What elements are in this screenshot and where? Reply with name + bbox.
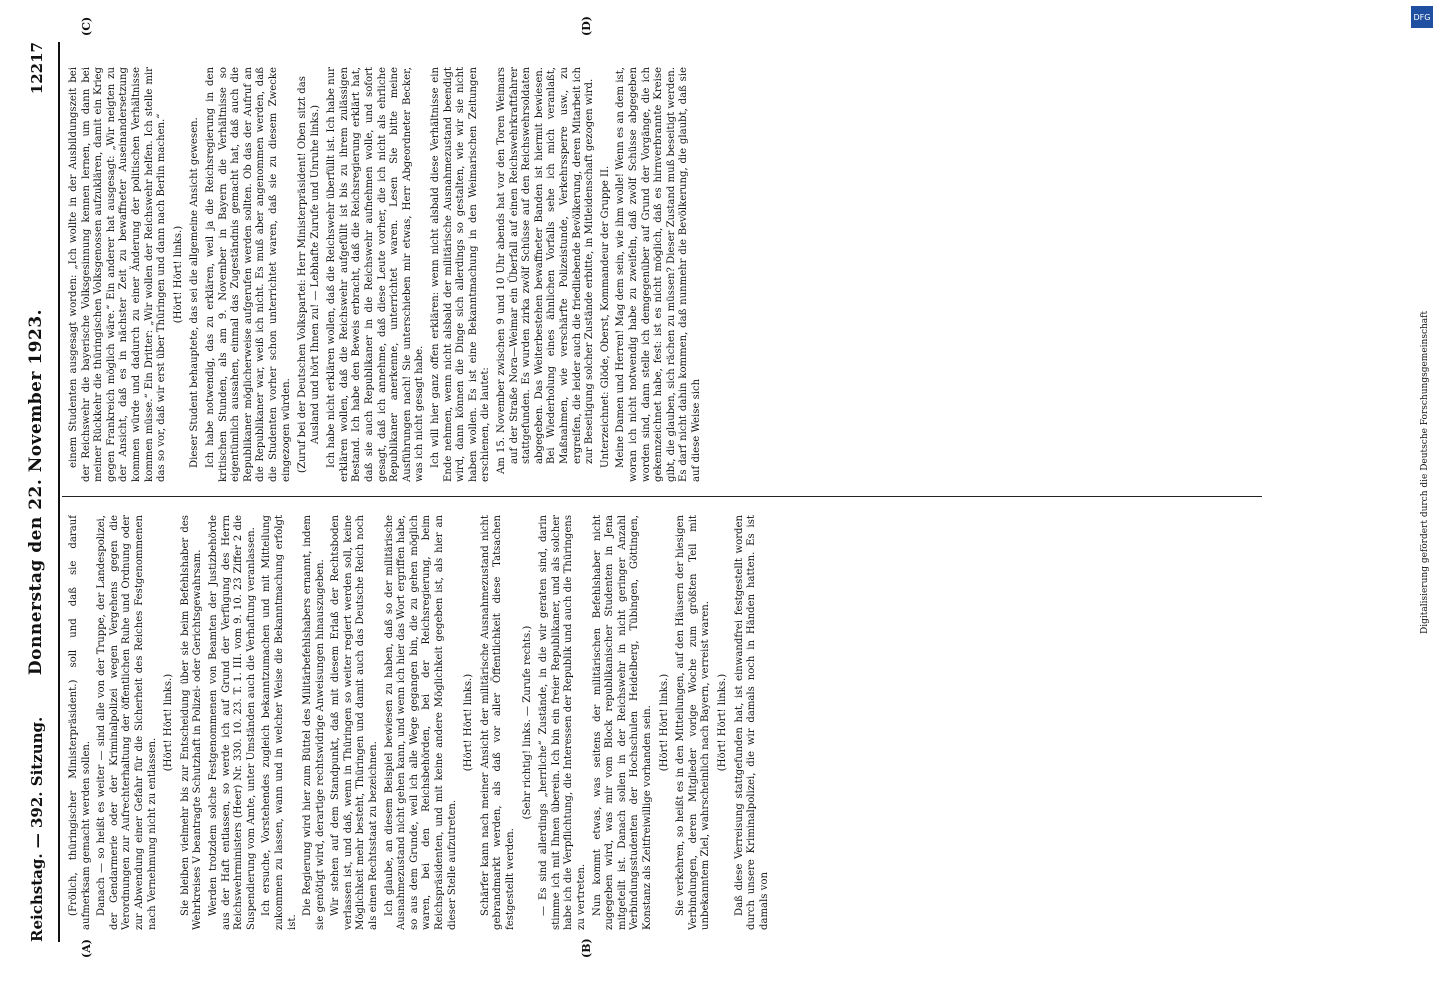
paragraph: Ich ersuche, Vorstehendes zugleich bekanntzumachen und mit Mitteilung zukommen zu lassen, wann und in welcher Weise die Bekanntmachung erfolgt ist.	[261, 515, 298, 930]
paragraph: Meine Damen und Herren! Mag dem sein, wie ihm wolle! Wenn es an dem ist, woran ich nicht notwendig habe zu zweifeln, daß zwölf Schüsse abgegeben worden sind, dann stelle ich demgegenüber auf Grund der Vorgänge, die ich gekennzeichnet habe, fest: ist es nicht möglich, daß es hirnverbrannte Kreise gibt, die glauben, sich rächen zu müssen? Dieser Zustand muß beseitigt werden. Es darf nicht dahin kommen, daß nunmehr die Bevölkerung, die glaubt, daß sie auf diese Weise sich	[615, 67, 702, 482]
interjection: (Hört! Hört! links.)	[716, 673, 728, 772]
interjection: (Hört! Hört! links.)	[463, 673, 475, 772]
paragraph: Ich will hier ganz offen erklären: wenn nicht alsbald diese Verhältnisse ein Ende nehmen, wenn nicht alsbald der militärische Ausnahmezustand beendigt wird, dann können die Dinge sich allerdings so gestalten, wie wir sie nicht haben wollen. Es ist eine Bekanntmachung in den Weimarischen Zeitungen erschienen, die lautet:	[430, 67, 492, 482]
page-header	[18, 42, 60, 942]
interjection: (Hört! Hört! links.)	[172, 225, 184, 324]
paragraph: — Es sind allerdings „herrliche“ Zustände, in die wir geraten sind, darin stimme ich mit Ihnen überein. Ich bin ein freier Republikaner, und als solcher habe ich die Verpflichtung, die Interessen der Republik und auch die Thüringens zu vertreten.	[538, 515, 587, 930]
digitization-note-strip	[1408, 34, 1428, 984]
paragraph: Sie bleiben vielmehr bis zur Entscheidung über sie beim Befehlshaber des Wehrkreises V beantragte Schutzhaft in Polizei- oder Gerichtsgewahrsam.	[179, 515, 204, 930]
column-divider	[62, 496, 1262, 497]
paragraph: (Frölich, thüringischer Ministerpräsident.) soll und daß sie darauf aufmerksam gemacht werden sollen.	[68, 515, 92, 930]
paragraph: Ich glaube, an diesem Beispiel bewiesen zu haben, daß so der militärische Ausnahmezustand nicht gehen kann, und wenn ich hier das Wort ergriffen habe, so aus dem Grunde, weil ich alle Wege gegangen bin, die zu gehen möglich waren, bei den Reichsbehörden, bei der Reichsregierung, beim Reichspräsidenten, und mit keine andere Möglichkeit gegeben ist, als hier an dieser Stelle aufzutreten.	[383, 515, 458, 930]
paragraph: Unterzeichnet: Glöde, Oberst, Kommandeur der Gruppe II.	[599, 165, 611, 468]
interjection: (Hört! Hört! links.)	[163, 673, 175, 772]
paragraph: Nun kommt etwas, was seitens der militärischen Befehlshaber nicht zugegeben wird, was mir vom Block republikanischer Studenten in Jena mitgeteilt ist. Danach sollen in der Reichswehr in nicht geringer Anzahl Verbindungsstudenten der Hochschulen Heidelberg, Tübingen, Göttingen, Konstanz als Zeitfreiwillige vorhanden sein.	[591, 515, 653, 930]
dfg-logo: DFG	[1411, 6, 1433, 28]
paragraph: Sie verkehren, so heißt es in den Mitteilungen, auf den Häusern der hiesigen Verbindungen, deren Mitglieder vorige Woche zum größten Teil mit unbekanntem Ziel, wahrscheinlich nach Bayern, verreist waren.	[675, 515, 712, 930]
margin-mark-d: (D)	[580, 16, 593, 36]
paragraph: Dieser Student behauptete, das sei die allgemeine Ansicht gewesen.	[189, 117, 201, 468]
left-text-column	[68, 515, 1258, 930]
paragraph: Werden trotzdem solche Festgenommenen von Beamten der Justizbehörde aus der Haft entlassen, so werde ich auf Grund der Verfügung des Herrn Reichswehrministers (Heer) Nr. 330. 10. 23. T. 1. III. vom 9. 10. 23 Ziffer 2 die Suspendierung vom Amte, unter Umständen auch die Verhaftung veranlassen.	[207, 515, 257, 930]
margin-mark-a: (A)	[80, 939, 93, 958]
digitization-note: Digitalisierung gefördert durch die Deutsche Forschungsgemeinschaft	[1420, 310, 1430, 634]
interjection: (Zuruf bei der Deutschen Volkspartei: Herr Ministerpräsident! Oben sitzt das Ausland und hört Ihnen zu! — Lebhafte Zurufe und Unruhe links.)	[297, 76, 321, 473]
page-number: 12217	[28, 42, 46, 95]
paragraph: Die Regierung wird hier zum Büttel des Militärbefehlshabers ernannt, indem sie genötigt wird, derartige rechtswidrige Anweisungen hinauszugeben.	[302, 515, 326, 930]
paragraph: einem Studenten ausgesagt worden: „Ich wollte in der Ausbildungszeit bei der Reichswehr die bayerische Volksgesinnung kennen lernen, um dann bei meiner Rückkehr die thüringischen Volksgenossen aufzuklären, damit ein Krieg gegen Frankreich möglich wäre.“ Ein anderer hat ausgesagt: „Wir neigten zu der Ansicht, daß es in nächster Zeit zu bewaffneter Auseinandersetzung kommen würde und dadurch zu einer Änderung der politischen Verhältnisse kommen müsse.“ Ein Dritter: „Wir wollen der Reichswehr helfen. Ich stelle mir das so vor, daß wir erst über Thüringen und dann nach Berlin machen.“	[68, 67, 168, 482]
paragraph: Am 15. November zwischen 9 und 10 Uhr abends hat vor den Toren Weimars auf der Straße Nora—Weimar ein Überfall auf einen Reichswehrkraftfahrer stattgefunden. Es wurden zirka zwölf Schüsse auf den Reichswehrsoldaten abgegeben. Das Weiterbestehen bewaffneter Banden ist hiermit bewiesen. Bei Wiederholung eines ähnlichen Vorfalls sehe ich mich veranlaßt, Maßnahmen, wie verschärfte Polizeistunde, Verkehrssperre usw., zu ergreifen, die leider auch die friedliebende Bevölkerung, deren Mitarbeit ich zur Beseitigung solcher Zustände erbitte, in Mitleidenschaft gezogen wird.	[496, 67, 596, 474]
interjection: (Sehr richtig! links. — Zurufe rechts.)	[521, 625, 533, 820]
paragraph: Wir stehen auf dem Standpunkt, daß mit diesem Erlaß der Rechtsboden verlassen ist, und daß, wenn in Thüringen so weiter regiert werden soll, keine Möglichkeit mehr besteht, Thüringen und damit auch das Deutsche Reich noch als einen Rechtsstaat zu bezeichnen.	[330, 515, 380, 930]
paragraph: Ich habe notwendig, das zu erklären, weil ja die Reichsregierung in den kritischen Stunden, als am 9. November in Bayern die Verhältnisse so eigentümlich aussahen, einmal das Zugeständnis gemacht hat, daß auch die Republikaner möglicherweise aufgerufen werden sollten. Ob das der Aufruf an die Republikaner war, weiß ich nicht. Es muß aber angenommen werden, daß die Studenten vorher schon unterrichtet waren, daß sie zu diesem Zwecke eingezogen würden.	[204, 67, 292, 482]
paragraph: Daß diese Verreisung stattgefunden hat, ist einwandfrei festgestellt worden durch unsere Kriminalpolizei, die wir damals noch in Händen hatten. Es ist damals von	[733, 515, 770, 930]
margin-mark-b: (B)	[580, 938, 593, 958]
right-text-column	[68, 67, 1258, 482]
header-date: Donnerstag den 22. November 1923.	[26, 308, 46, 676]
margin-mark-c: (C)	[80, 16, 93, 36]
paragraph: Ich habe nicht erklären wollen, daß die Reichswehr überfüllt ist. Ich habe nur erklären wollen, daß die Reichswehr aufgefüllt ist bis zu ihrem zulässigen Bestand. Ich habe den Beweis erbracht, daß die Reichsregierung erklärt hat, daß sie auch Republikaner in die Reichswehr aufnehmen wolle, und sofort gesagt, daß ich annehme, daß diese Leute vorher, die ich nicht als ehrliche Republikaner anerkenne, unterrichtet waren. Lesen Sie bitte meine Ausführungen nach! Sie unterschieben mir etwas, Herr Abgeordneter Becker, was ich nicht gesagt habe.	[326, 67, 426, 482]
header-left: Reichstag. — 392. Sitzung.	[28, 716, 46, 942]
interjection: (Hört! Hört! links.)	[658, 673, 670, 772]
paragraph: Danach — so heißt es weiter — sind alle von der Truppe, der Landespolizei, der Gendarmerie oder der Kriminalpolizei wegen Vergehens gegen die Verordnungen zur Aufrechterhaltung der öffentlichen Ruhe und Ordnung oder zur Abwendung einer Gefahr für die Sicherheit des Reiches Festgenommenen nach Vernehmung nicht zu entlassen.	[96, 515, 158, 930]
paragraph: Schärfer kann nach meiner Ansicht der militärische Ausnahmezustand nicht gebrandmarkt werden, als daß vor aller Öffentlichkeit diese Tatsachen festgestellt werden.	[479, 515, 516, 930]
